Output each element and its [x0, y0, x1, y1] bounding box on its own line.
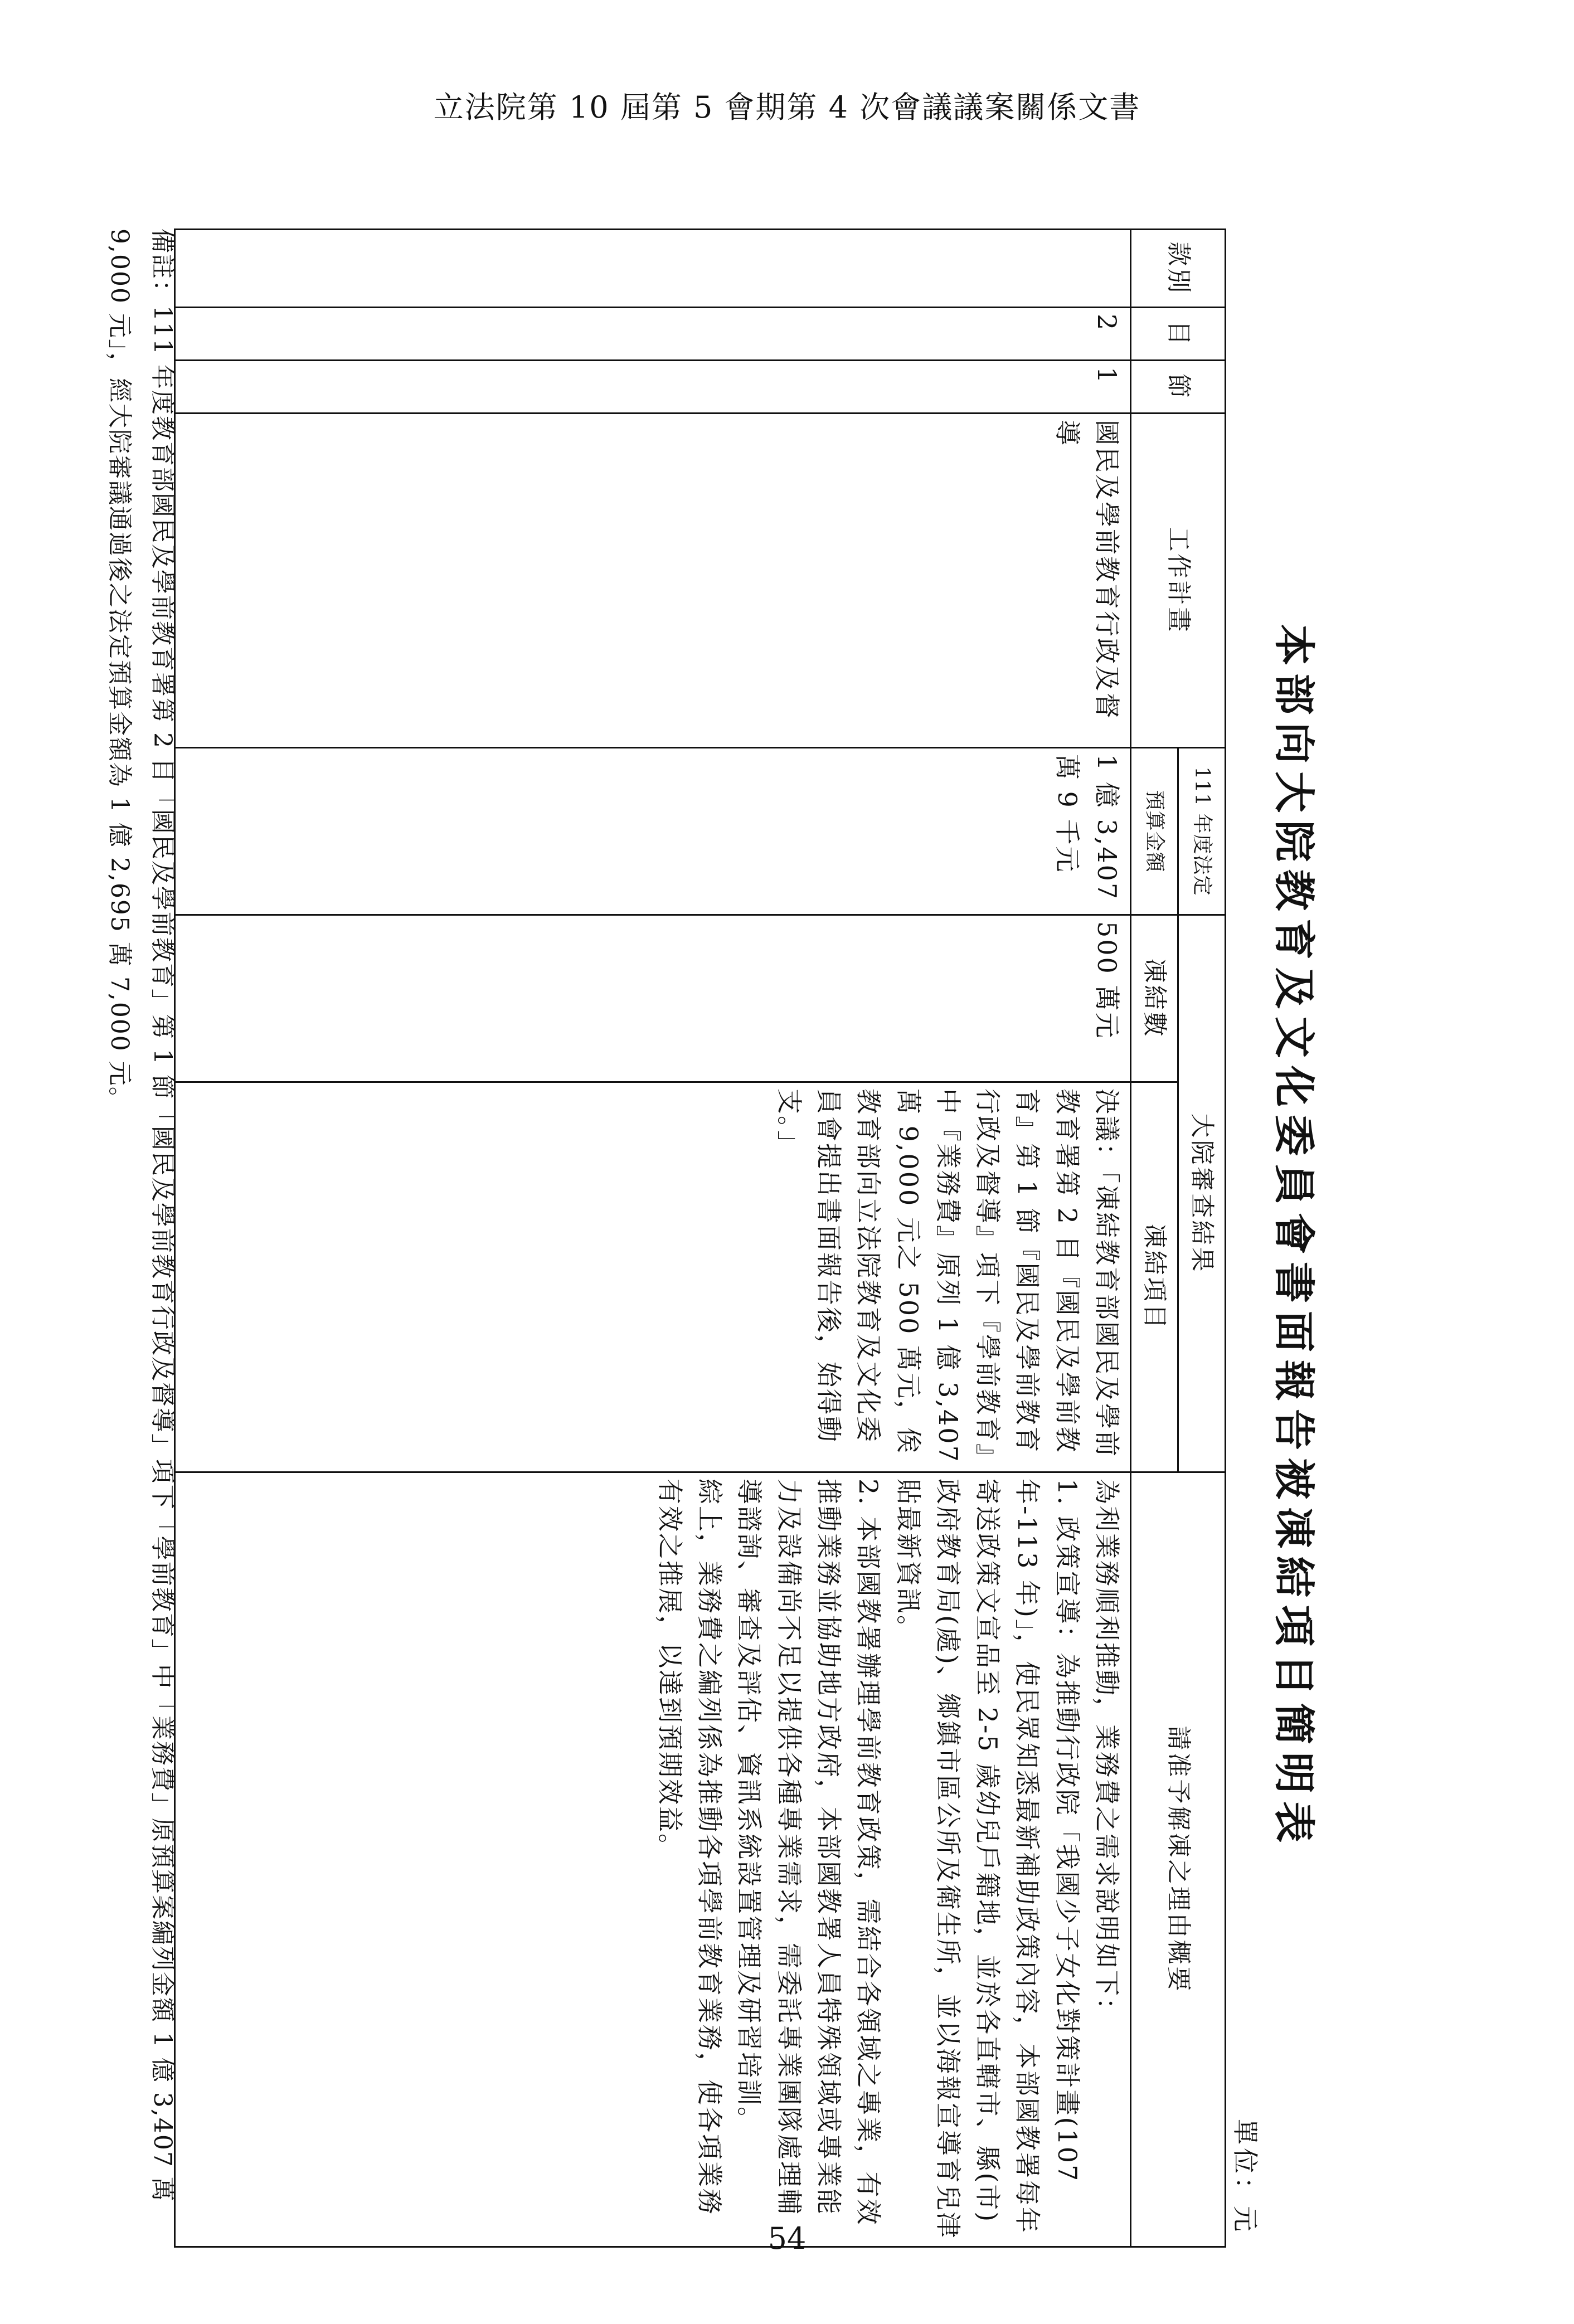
header-kuan: 款別: [1131, 230, 1226, 308]
cell-reason: [175, 1472, 1131, 2247]
header-work-plan: 工作計畫: [1131, 414, 1226, 748]
table-row: [175, 230, 1131, 2247]
header-frozen-item: 凍結項目: [1131, 1082, 1178, 1472]
header-frozen-amount: 凍結數: [1131, 915, 1178, 1082]
cell-kuan: [175, 230, 1131, 308]
cell-frozen-amount: 500 萬元: [175, 915, 1131, 1082]
frozen-items-table: [174, 228, 1226, 2248]
cell-budget-amount: 1 億 3,407 萬 9 千元: [175, 748, 1131, 915]
header-review-result: 大院審查結果: [1178, 915, 1226, 1472]
cell-mu: 2: [175, 308, 1131, 361]
page-header: 立法院第 10 屆第 5 會期第 4 次會議議案關係文書: [433, 90, 1141, 125]
reason-intro: 為利業務順利推動，業務費之需求說明如下：: [1092, 1479, 1122, 2025]
header-budget-amount: 預算金額: [1131, 748, 1178, 915]
reason-summary: 綜上，業務費之編列係為推動各項學前教育業務，使各項業務有效之推展，以達到預期效益。: [654, 1479, 725, 2216]
page-number: 54: [767, 2221, 807, 2256]
rotated-table-page: [105, 228, 1327, 2246]
cell-work-plan: 國民及學前教育行政及督導: [175, 414, 1131, 748]
document-title: 本部向大院教育及文化委員會書面報告被凍結項目簡明表: [1270, 624, 1318, 1850]
cell-frozen-item: 決議：「凍結教育部國民及學前教育署第 2 目『國民及學前教育』第 1 節『國民及學前教育行政及督導』項下『學前教育』中『業務費』原列 1 億 3,407 萬 9,000 元之 500 萬元，俟教育部向立法院教育及文化委員會提出書面報告後，始得動支。」: [175, 1082, 1131, 1472]
header-reason: 請准予解凍之理由概要: [1131, 1472, 1226, 2247]
header-year-budget: 111 年度法定: [1178, 748, 1226, 915]
cell-jie: 1: [175, 361, 1131, 414]
header-mu: 目: [1131, 308, 1226, 361]
unit-label: 單位：元: [1230, 2119, 1260, 2235]
header-jie: 節: [1131, 361, 1226, 414]
reason-item-2: 2. 本部國教署辦理學前教育政策，需結合各領域之專業，有效推動業務並協助地方政府，本部國教署人員特殊領域或專業能力及設備尚不足以提供各種專業需求，需委託專業團隊處理輔導諮詢、審查及評估、資訊系統設置管理及研習培訓。: [734, 1479, 884, 2226]
reason-item-1: 1. 政策宣導：為推動行政院「我國少子女化對策計畫(107 年-113 年)」，使民眾知悉最新補助政策內容，本部國教署每年寄送政策文宣品至 2-5 歲幼兒戶籍地，並於各直轄市、縣(市)政府教育局(處)、鄉鎮市區公所及衛生所，並以海報宣導育兒津貼最新資訊。: [893, 1479, 1082, 2239]
footnote: 備註：111 年度教育部國民及學前教育署第 2 目「國民及學前教育」第 1 節「國民及學前教育行政及督導」項下「學前教育」中「業務費」原預算案編列金額 1 億 3,407 萬 9,000 元」，經大院審議通過後之法定預算金額為 1 億 2,695 萬 7,000 元。: [105, 228, 177, 2203]
table-header-row: [1178, 230, 1226, 2247]
